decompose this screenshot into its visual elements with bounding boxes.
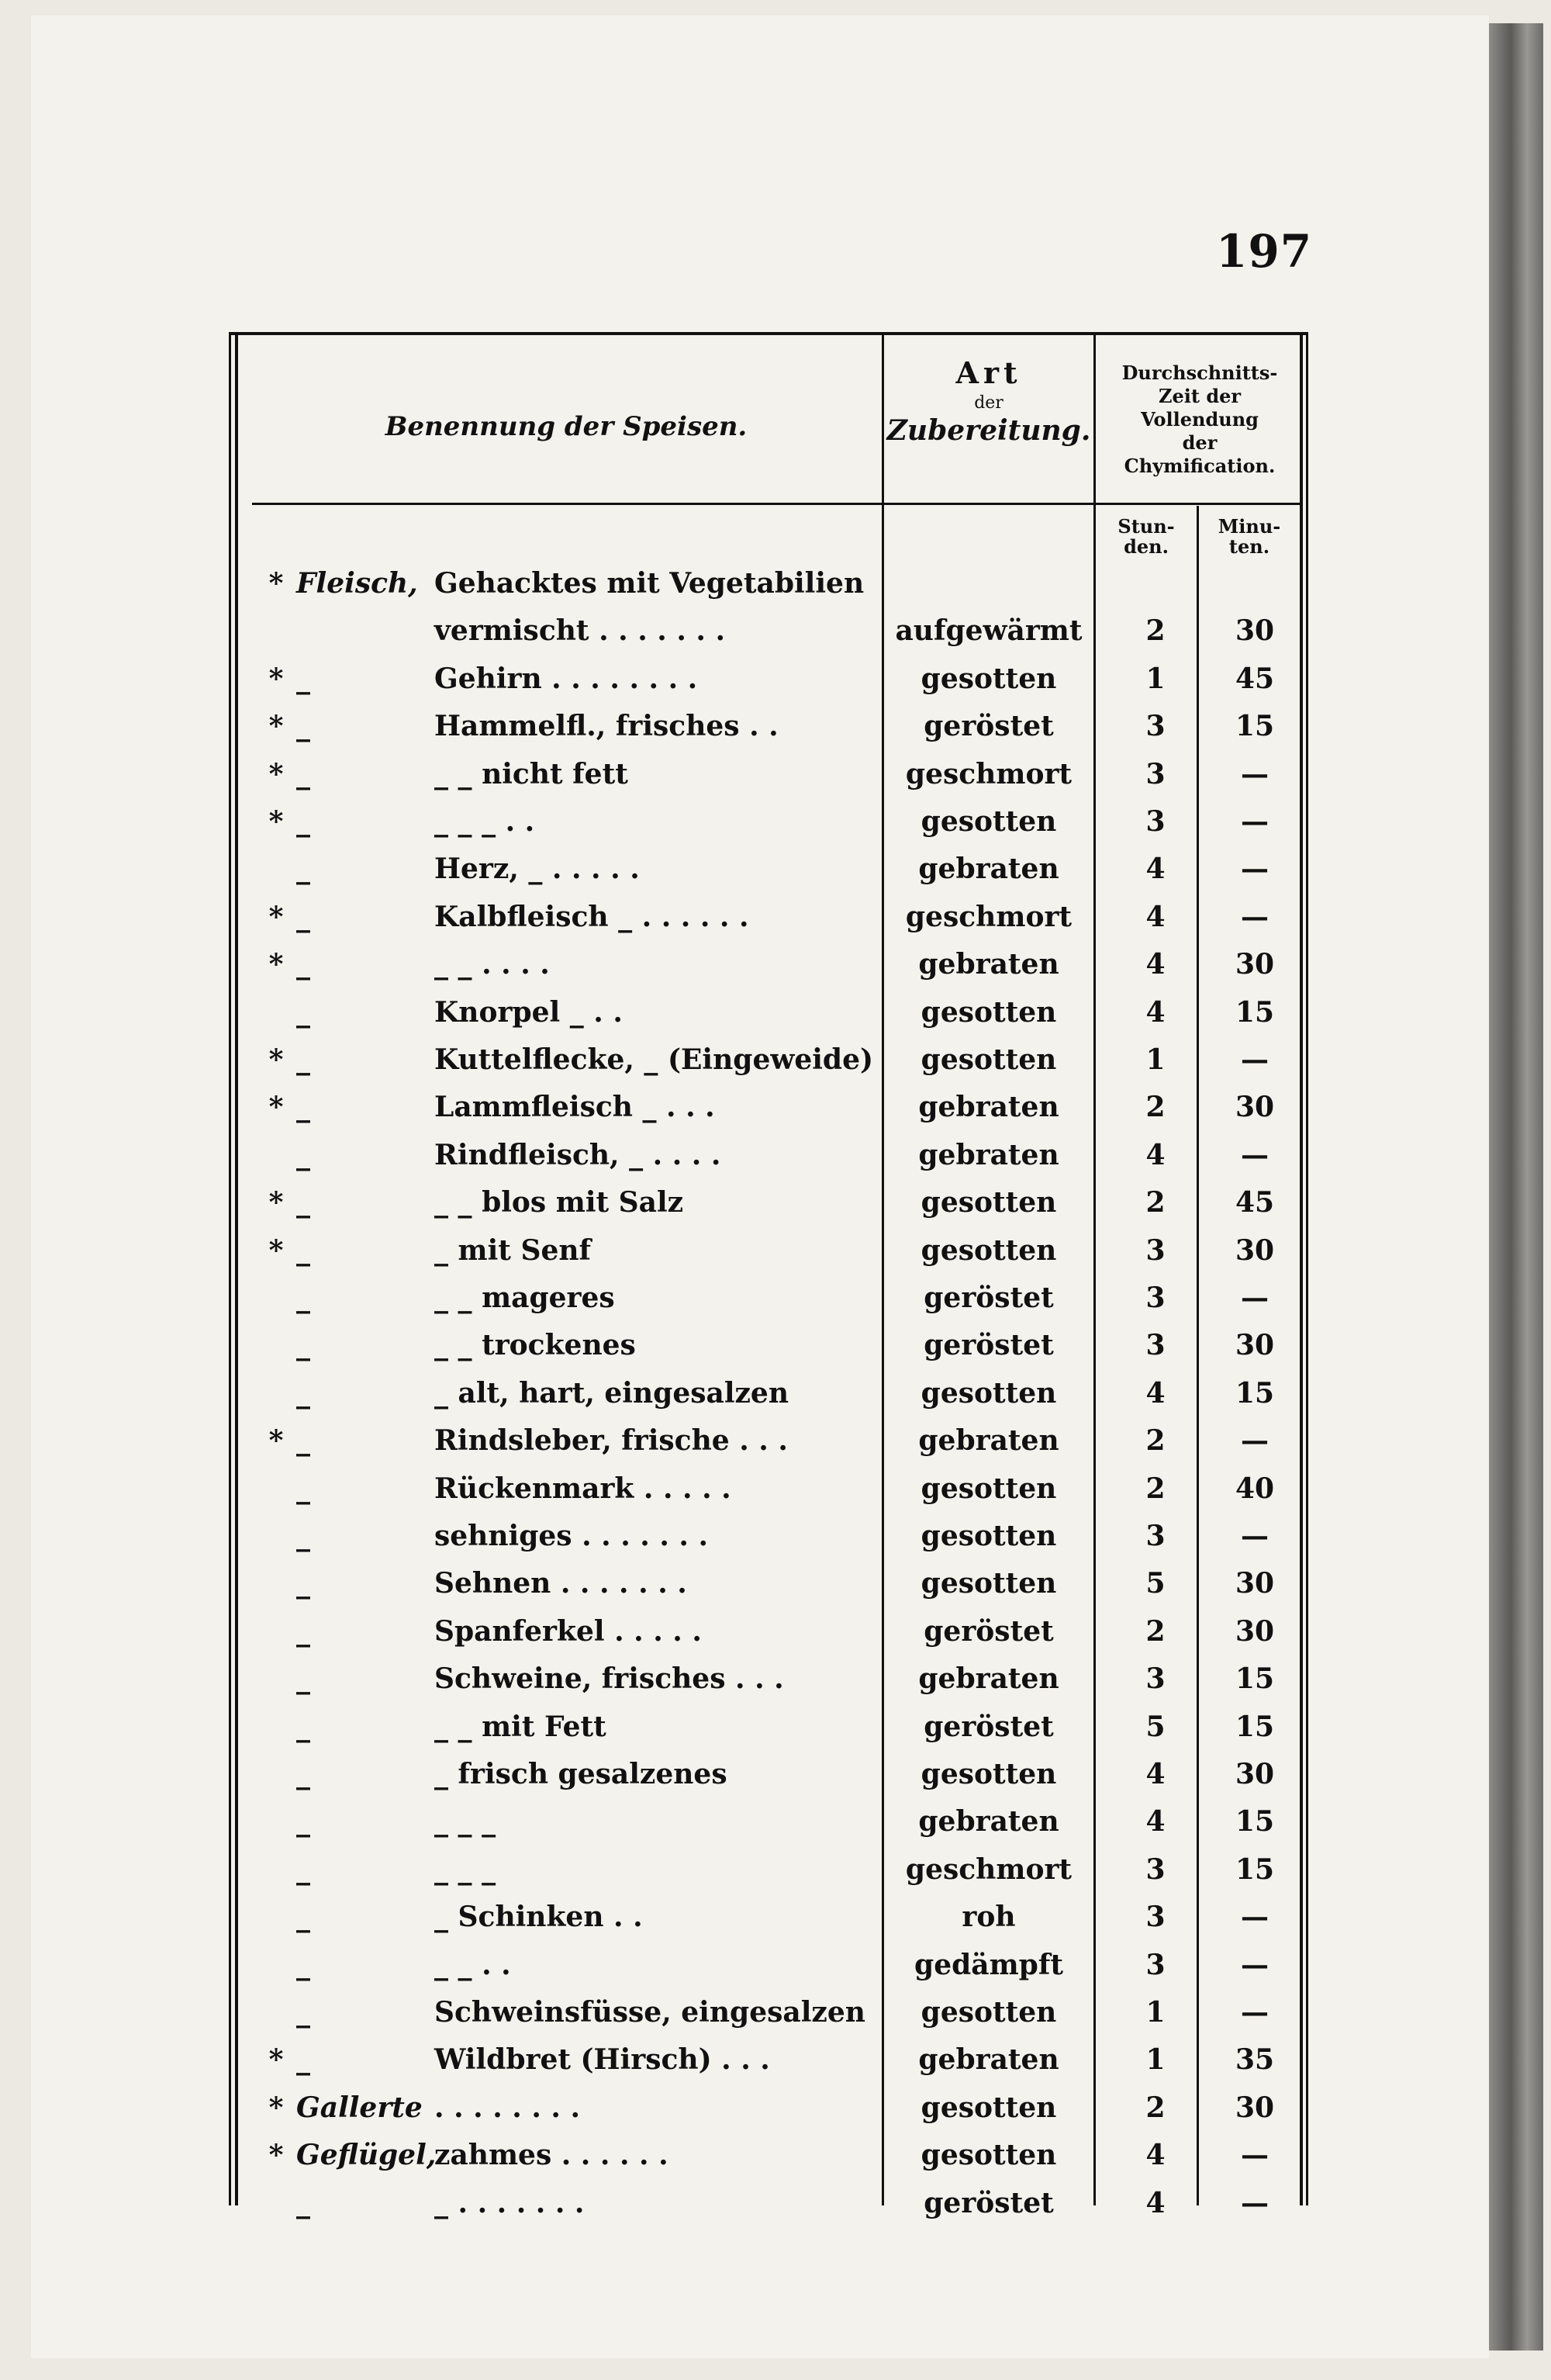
header-art-column <box>884 355 1093 447</box>
row-food-name: _ mit Senf <box>434 1233 592 1267</box>
row-category: _ <box>296 1758 310 1790</box>
table-row <box>240 799 1300 844</box>
row-minutes: 35 <box>1235 2043 1275 2077</box>
row-star-marker: * <box>268 805 284 838</box>
row-category: _ <box>296 900 310 933</box>
row-preparation: geröstet <box>924 1282 1054 1314</box>
row-minutes: — <box>1241 1948 1269 1981</box>
row-minutes: — <box>1241 1996 1269 2029</box>
row-category: _ <box>296 2186 310 2219</box>
row-preparation: geröstet <box>924 2186 1054 2219</box>
row-category: _ <box>296 1424 310 1458</box>
row-minutes: 30 <box>1235 1758 1275 1790</box>
row-hours: 3 <box>1145 1901 1166 1934</box>
row-minutes: — <box>1241 1520 1269 1552</box>
table-row <box>240 1942 1300 1987</box>
table-row <box>240 1418 1300 1463</box>
row-hours: 1 <box>1145 1043 1166 1076</box>
row-minutes: 15 <box>1235 1662 1275 1696</box>
row-category: _ <box>296 1852 310 1886</box>
row-preparation: gesotten <box>921 1043 1057 1076</box>
row-minutes: — <box>1241 1901 1269 1934</box>
row-preparation: gesotten <box>921 1520 1057 1552</box>
row-preparation: gesotten <box>921 1472 1057 1505</box>
row-category: _ <box>296 805 310 838</box>
row-preparation: geröstet <box>924 710 1054 743</box>
header-time-line5: Chymification. <box>1124 455 1276 477</box>
table-row <box>240 1133 1300 1178</box>
row-category: _ <box>296 662 310 695</box>
table-right-border-outer <box>1306 332 1308 2205</box>
header-minutes-line2: ten. <box>1228 535 1270 558</box>
page-number: 197 <box>1216 225 1313 278</box>
table-row <box>240 1847 1300 1892</box>
row-hours: 4 <box>1145 1758 1166 1790</box>
table-left-border <box>235 332 238 2205</box>
row-food-name: zahmes . . . . . . <box>434 2139 668 2172</box>
header-art-line1: Art <box>955 355 1022 390</box>
row-minutes: 30 <box>1235 948 1275 981</box>
row-hours: 3 <box>1145 757 1166 790</box>
row-food-name: Kuttelflecke, _ (Eingeweide) <box>434 1043 874 1076</box>
row-food-name: sehniges . . . . . . . <box>434 1520 709 1552</box>
row-minutes: 30 <box>1235 614 1275 648</box>
row-minutes: — <box>1241 1138 1269 1171</box>
header-time-line3: Vollendung <box>1141 408 1259 431</box>
row-preparation: geschmort <box>905 757 1073 790</box>
row-hours: 3 <box>1145 1282 1166 1314</box>
row-food-name: Rindsleber, frische . . . <box>434 1424 788 1458</box>
row-food-name: Rückenmark . . . . . <box>434 1472 731 1505</box>
table-row <box>240 894 1300 939</box>
table-row <box>240 1799 1300 1844</box>
row-star-marker: * <box>268 567 284 600</box>
header-time-line1: Durchschnitts- <box>1121 361 1278 384</box>
header-name-column: Benennung der Speisen. <box>385 411 748 442</box>
row-food-name: _ _ _ <box>434 1852 496 1886</box>
row-minutes: 45 <box>1235 1186 1275 1219</box>
row-food-name: Lammfleisch _ . . . <box>434 1091 715 1124</box>
row-star-marker: * <box>268 2043 284 2077</box>
row-minutes: — <box>1241 1424 1269 1458</box>
row-hours: 5 <box>1145 1710 1166 1743</box>
row-category: _ <box>296 1567 310 1600</box>
row-food-name: _ _ . . <box>434 1948 511 1981</box>
row-category: _ <box>296 1805 310 1839</box>
row-category: _ <box>296 2043 310 2077</box>
header-time-column <box>1101 361 1298 478</box>
row-preparation: gesotten <box>921 805 1057 838</box>
table-row <box>240 1084 1300 1129</box>
row-minutes: 15 <box>1235 710 1275 743</box>
row-hours: 4 <box>1145 2186 1166 2219</box>
row-food-name: Schweinsfüsse, eingesalzen <box>434 1996 865 2029</box>
row-preparation: geröstet <box>924 1329 1054 1362</box>
row-hours: 3 <box>1145 710 1166 743</box>
row-minutes: 30 <box>1235 1091 1275 1124</box>
table-row <box>240 1894 1300 1939</box>
row-food-name: _ _ . . . . <box>434 948 550 981</box>
row-minutes: 15 <box>1235 995 1275 1029</box>
row-preparation: gesotten <box>921 1186 1057 1219</box>
row-star-marker: * <box>268 1186 284 1219</box>
row-minutes: — <box>1241 2186 1269 2219</box>
row-hours: 4 <box>1145 948 1166 981</box>
row-preparation: gesotten <box>921 2139 1057 2172</box>
row-category: _ <box>296 1233 310 1267</box>
row-hours: 3 <box>1145 1233 1166 1267</box>
row-star-marker: * <box>268 662 284 695</box>
row-minutes: — <box>1241 757 1269 790</box>
row-hours: 5 <box>1145 1567 1166 1600</box>
row-category: Gallerte <box>296 2091 423 2124</box>
row-food-name: _ frisch gesalzenes <box>434 1758 727 1790</box>
row-category: _ <box>296 948 310 981</box>
row-category: _ <box>296 1329 310 1362</box>
row-minutes: 30 <box>1235 1567 1275 1600</box>
header-art-line3: Zubereitung. <box>886 414 1091 447</box>
table-row <box>240 561 1300 606</box>
table-left-border-outer <box>229 332 231 2205</box>
row-preparation: gebraten <box>918 1138 1059 1171</box>
row-food-name: Schweine, frisches . . . <box>434 1662 784 1696</box>
table-row <box>240 1561 1300 1606</box>
row-food-name: Spanferkel . . . . . <box>434 1614 702 1648</box>
row-category: _ <box>296 1520 310 1552</box>
row-hours: 4 <box>1145 2139 1166 2172</box>
row-food-name: . . . . . . . . <box>434 2091 580 2124</box>
row-preparation: gebraten <box>918 948 1059 981</box>
row-hours: 3 <box>1145 1520 1166 1552</box>
row-food-name: Kalbfleisch _ . . . . . . <box>434 900 749 933</box>
row-category: _ <box>296 710 310 743</box>
row-food-name: Wildbret (Hirsch) . . . <box>434 2043 770 2077</box>
row-minutes: 30 <box>1235 1329 1275 1362</box>
table-row <box>240 1323 1300 1368</box>
row-preparation: geschmort <box>905 900 1073 933</box>
row-hours: 1 <box>1145 2043 1166 2077</box>
table-row <box>240 752 1300 797</box>
table-row <box>240 942 1300 987</box>
table-top-border <box>229 332 1307 335</box>
table-row <box>240 846 1300 891</box>
row-preparation: gedämpft <box>914 1948 1063 1981</box>
row-food-name: Sehnen . . . . . . . <box>434 1567 687 1600</box>
row-hours: 1 <box>1145 1996 1166 2029</box>
row-category: _ <box>296 1996 310 2029</box>
table-row <box>240 1037 1300 1082</box>
row-preparation: gesotten <box>921 662 1057 695</box>
row-star-marker: * <box>268 1424 284 1458</box>
header-minutes <box>1199 517 1300 557</box>
row-preparation: gebraten <box>918 1662 1059 1696</box>
row-food-name: Hammelfl., frisches . . <box>434 710 779 743</box>
header-time-line2: Zeit der <box>1158 385 1242 407</box>
row-minutes: — <box>1241 900 1269 933</box>
row-hours: 3 <box>1145 805 1166 838</box>
row-food-name: _ alt, hart, eingesalzen <box>434 1376 789 1410</box>
row-food-name: Rindfleisch, _ . . . . <box>434 1138 721 1171</box>
row-category: _ <box>296 1376 310 1410</box>
row-hours: 2 <box>1145 1424 1166 1458</box>
row-preparation: gebraten <box>918 1424 1059 1458</box>
row-minutes: — <box>1241 1043 1269 1076</box>
table-row <box>240 608 1300 653</box>
row-food-name: Gehirn . . . . . . . . <box>434 662 698 695</box>
row-preparation: aufgewärmt <box>895 614 1083 648</box>
table-row <box>240 1609 1300 1654</box>
table-right-border <box>1300 332 1303 2205</box>
row-hours: 4 <box>1145 995 1166 1029</box>
header-art-line2: der <box>974 393 1003 413</box>
row-category: _ <box>296 1614 310 1648</box>
row-star-marker: * <box>268 1233 284 1267</box>
row-preparation: gesotten <box>921 1233 1057 1267</box>
row-food-name: Herz, _ . . . . . <box>434 853 640 886</box>
row-hours: 1 <box>1145 662 1166 695</box>
table-row <box>240 1752 1300 1797</box>
row-category: _ <box>296 1948 310 1981</box>
header-time-line4: der <box>1182 431 1218 454</box>
table-row <box>240 704 1300 749</box>
row-food-name: _ _ nicht fett <box>434 757 628 790</box>
row-preparation: gebraten <box>918 853 1059 886</box>
row-food-name: Knorpel _ . . <box>434 995 623 1029</box>
row-food-name: _ _ trockenes <box>434 1329 636 1362</box>
row-minutes: 15 <box>1235 1376 1275 1410</box>
row-preparation: geschmort <box>905 1852 1073 1886</box>
row-star-marker: * <box>268 948 284 981</box>
row-food-name: _ Schinken . . <box>434 1901 643 1934</box>
row-hours: 4 <box>1145 1805 1166 1839</box>
row-food-name: _ _ mit Fett <box>434 1710 606 1743</box>
row-hours: 2 <box>1145 1614 1166 1648</box>
row-category: Geflügel, <box>296 2139 437 2172</box>
table-row <box>240 2037 1300 2082</box>
row-food-name: _ _ mageres <box>434 1282 615 1314</box>
row-preparation: roh <box>962 1901 1016 1934</box>
row-minutes: 30 <box>1235 2091 1275 2124</box>
row-hours: 2 <box>1145 614 1166 648</box>
table-row <box>240 1990 1300 2035</box>
row-preparation: gesotten <box>921 1758 1057 1790</box>
row-star-marker: * <box>268 757 284 790</box>
row-preparation: gebraten <box>918 1091 1059 1124</box>
row-minutes: 15 <box>1235 1710 1275 1743</box>
row-preparation: gesotten <box>921 1567 1057 1600</box>
row-category: _ <box>296 1282 310 1314</box>
row-food-name: _ _ blos mit Salz <box>434 1186 684 1219</box>
row-minutes: — <box>1241 2139 1269 2172</box>
table-row <box>240 1180 1300 1225</box>
table-row <box>240 2133 1300 2178</box>
row-hours: 2 <box>1145 2091 1166 2124</box>
row-minutes: 15 <box>1235 1852 1275 1886</box>
row-star-marker: * <box>268 900 284 933</box>
row-hours: 3 <box>1145 1662 1166 1696</box>
row-food-name: _ . . . . . . . <box>434 2186 585 2219</box>
row-category: _ <box>296 1472 310 1505</box>
table-row <box>240 990 1300 1035</box>
row-food-name: _ _ _ . . <box>434 805 535 838</box>
row-hours: 4 <box>1145 853 1166 886</box>
row-star-marker: * <box>268 2139 284 2172</box>
row-preparation: gesotten <box>921 1996 1057 2029</box>
row-minutes: 40 <box>1235 1472 1275 1505</box>
table-row <box>240 1466 1300 1511</box>
row-preparation: gesotten <box>921 2091 1057 2124</box>
row-hours: 4 <box>1145 1376 1166 1410</box>
row-star-marker: * <box>268 1043 284 1076</box>
header-hours <box>1096 517 1197 557</box>
row-category: _ <box>296 1710 310 1743</box>
row-hours: 2 <box>1145 1186 1166 1219</box>
row-hours: 3 <box>1145 1329 1166 1362</box>
row-category: _ <box>296 1043 310 1076</box>
row-food-name: _ _ _ <box>434 1805 496 1839</box>
row-preparation: gebraten <box>918 2043 1059 2077</box>
row-preparation: gesotten <box>921 1376 1057 1410</box>
header-hours-line1: Stun- <box>1117 515 1175 538</box>
row-category: _ <box>296 1138 310 1171</box>
row-category: Fleisch, <box>296 567 418 600</box>
row-minutes: 15 <box>1235 1805 1275 1839</box>
header-hours-line2: den. <box>1124 535 1169 558</box>
table-row <box>240 1656 1300 1701</box>
table-row <box>240 1371 1300 1416</box>
row-hours: 4 <box>1145 1138 1166 1171</box>
row-star-marker: * <box>268 2091 284 2124</box>
table-row <box>240 1704 1300 1749</box>
row-star-marker: * <box>268 710 284 743</box>
row-category: _ <box>296 1186 310 1219</box>
row-minutes: — <box>1241 805 1269 838</box>
table-row <box>240 2085 1300 2130</box>
book-page-edge <box>1489 23 1543 2351</box>
header-minutes-line1: Minu- <box>1218 515 1281 538</box>
row-category: _ <box>296 1662 310 1696</box>
row-hours: 2 <box>1145 1472 1166 1505</box>
table-row <box>240 1513 1300 1558</box>
table-row <box>240 1228 1300 1273</box>
row-category: _ <box>296 1901 310 1934</box>
header-rule <box>252 503 1300 505</box>
row-food-name: vermischt . . . . . . . <box>434 614 726 648</box>
row-food-name: Gehacktes mit Vegetabilien <box>434 567 865 600</box>
table-row <box>240 656 1300 701</box>
row-minutes: 45 <box>1235 662 1275 695</box>
row-minutes: — <box>1241 1282 1269 1314</box>
table-row <box>240 2181 1300 2226</box>
table-row <box>240 1275 1300 1320</box>
row-preparation: gebraten <box>918 1805 1059 1839</box>
row-preparation: geröstet <box>924 1710 1054 1743</box>
row-minutes: 30 <box>1235 1614 1275 1648</box>
row-hours: 3 <box>1145 1948 1166 1981</box>
row-preparation: gesotten <box>921 995 1057 1029</box>
row-star-marker: * <box>268 1091 284 1124</box>
row-minutes: 30 <box>1235 1233 1275 1267</box>
row-minutes: — <box>1241 853 1269 886</box>
row-category: _ <box>296 853 310 886</box>
row-category: _ <box>296 1091 310 1124</box>
row-preparation: geröstet <box>924 1614 1054 1648</box>
row-category: _ <box>296 995 310 1029</box>
row-hours: 4 <box>1145 900 1166 933</box>
row-hours: 3 <box>1145 1852 1166 1886</box>
row-category: _ <box>296 757 310 790</box>
row-hours: 2 <box>1145 1091 1166 1124</box>
